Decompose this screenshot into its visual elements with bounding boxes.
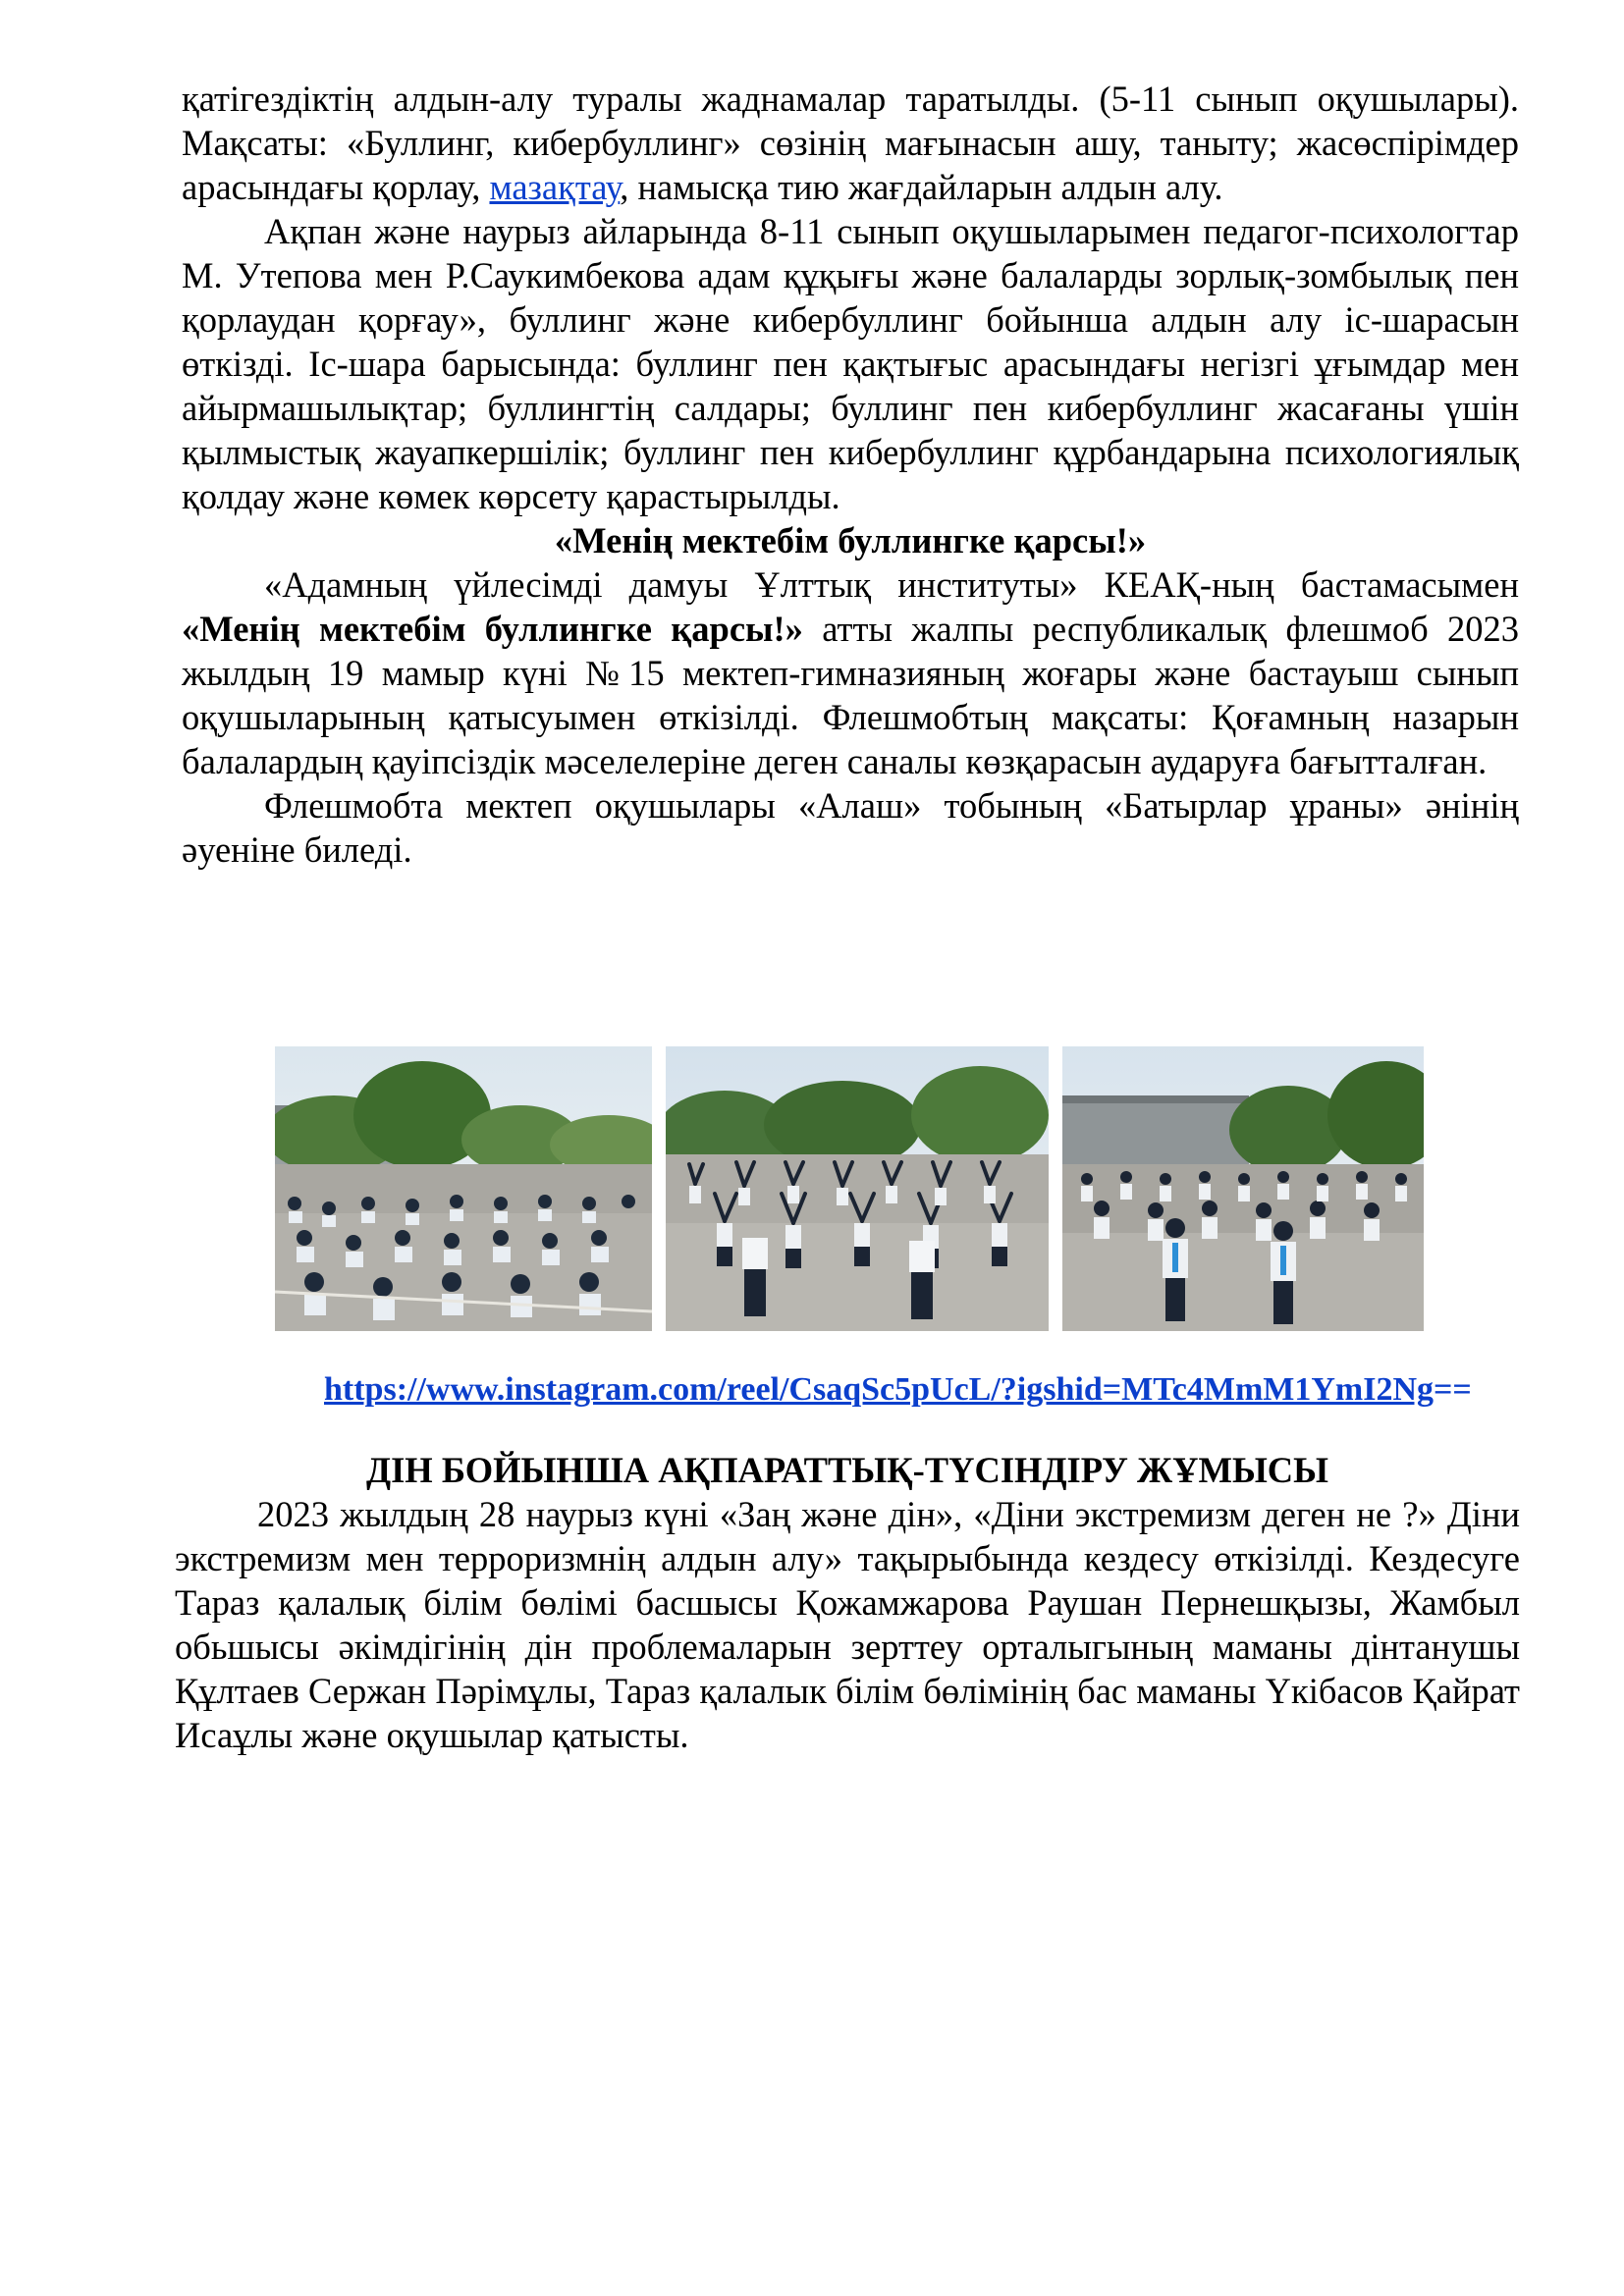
paragraph-flashmob-dance: Флешмобта мектеп оқушылары «Алаш» тобының «Батырлар ұраны» әнінің әуеніне биледі. xyxy=(182,785,1519,870)
flashmob-photo-2-image xyxy=(666,1046,1049,1331)
paragraph-flashmob-bold: «Менің мектебім буллингке қарсы!» xyxy=(182,609,803,649)
instagram-link-suffix: == xyxy=(1434,1371,1472,1408)
link-mazaktau[interactable]: мазақтау xyxy=(489,167,621,207)
flashmob-photo-1-image xyxy=(275,1046,652,1331)
section-heading-flashmob: «Менің мектебім буллингке қарсы!» xyxy=(554,520,1147,561)
flashmob-photo-3-image xyxy=(1062,1046,1424,1331)
flashmob-photo-3 xyxy=(1062,1046,1424,1331)
photo-row xyxy=(275,1046,1424,1331)
paragraph-memo xyxy=(182,77,1519,209)
religion-section xyxy=(175,1448,1520,1757)
section-heading-religion: ДІН БОЙЫНША АҚПАРАТТЫҚ-ТҮСІНДІРУ ЖҰМЫСЫ xyxy=(365,1450,1328,1490)
paragraph-memo-text: қатігездіктің алдын-алу туралы жаднамалар таратылды. (5-11 сынып оқушылары). Мақсаты: «Буллинг, кибербуллинг» сөзінің мағынасын ашу, таныту; жасөспірімдер арасындағы қорлау, xyxy=(182,79,1519,207)
paragraph-flashmob-start: «Адамның үйлесімді дамуы Ұлттық институты» КЕАҚ-ның бастамасымен xyxy=(264,564,1519,605)
paragraph-flashmob-end: атты жалпы республикалық флешмоб 2023 жылдың 19 мамыр күні №15 мектеп-гимназияның жоғары және бастауыш сынып оқушыларының қатысуымен өткізілді. Флешмобтың мақсаты: Қоғамның назарын балалардың қауіпсіздік мәселелеріне деген саналы көзқарасын аударуға бағытталған. xyxy=(182,609,1519,781)
paragraph-flashmob xyxy=(182,562,1519,783)
flashmob-photo-1 xyxy=(275,1046,652,1331)
paragraph-memo-text-end: , намысқа тию жағдайларын алдын алу. xyxy=(620,167,1223,207)
page-body xyxy=(182,77,1519,872)
instagram-link[interactable]: https://www.instagram.com/reel/CsaqSc5pUcL/?igshid=MTc4MmM1YmI2Ng xyxy=(324,1371,1435,1408)
paragraph-religion-meeting: 2023 жылдың 28 наурыз күні «Заң және дін», «Діни экстремизм деген не ?» Діни экстремизм мен терроризмнің алдын алу» тақырыбында кездесу өткізілді. Кездесуге Тараз қалалық білім бөлімі басшысы Қожамжарова Раушан Пернешқызы, Жамбыл обьшысы әкімдігінің дін проблемаларын зерттеу орталыгының маманы дінтанушы Құлтаев Сержан Пәрімұлы, Тараз қалалык білім бөлімінің бас маманы Үкібасов Қайрат Исаұлы және оқушылар қатысты. xyxy=(175,1494,1520,1755)
paragraph-psychologists: Ақпан және наурыз айларында 8-11 сынып оқушыларымен педагог-психологтар М. Утепова мен Р.Саукимбекова адам құқығы және балаларды зорлық-зомбылық пен қорлаудан қорғау», буллинг және кибербуллинг бойынша алдын алу іс-шарасын өткізді. Іс-шара барысында: буллинг пен қақтығыс арасындағы негізгі ұғымдар мен айырмашылықтар; буллингтің салдары; буллинг пен кибербуллинг жасағаны үшін қылмыстық жауапкершілік; буллинг пен кибербуллинг құрбандарына психологиялық қолдау және көмек көрсету қарастырылды. xyxy=(182,211,1519,516)
flashmob-photo-2 xyxy=(666,1046,1049,1331)
instagram-link-line xyxy=(324,1370,1472,1410)
